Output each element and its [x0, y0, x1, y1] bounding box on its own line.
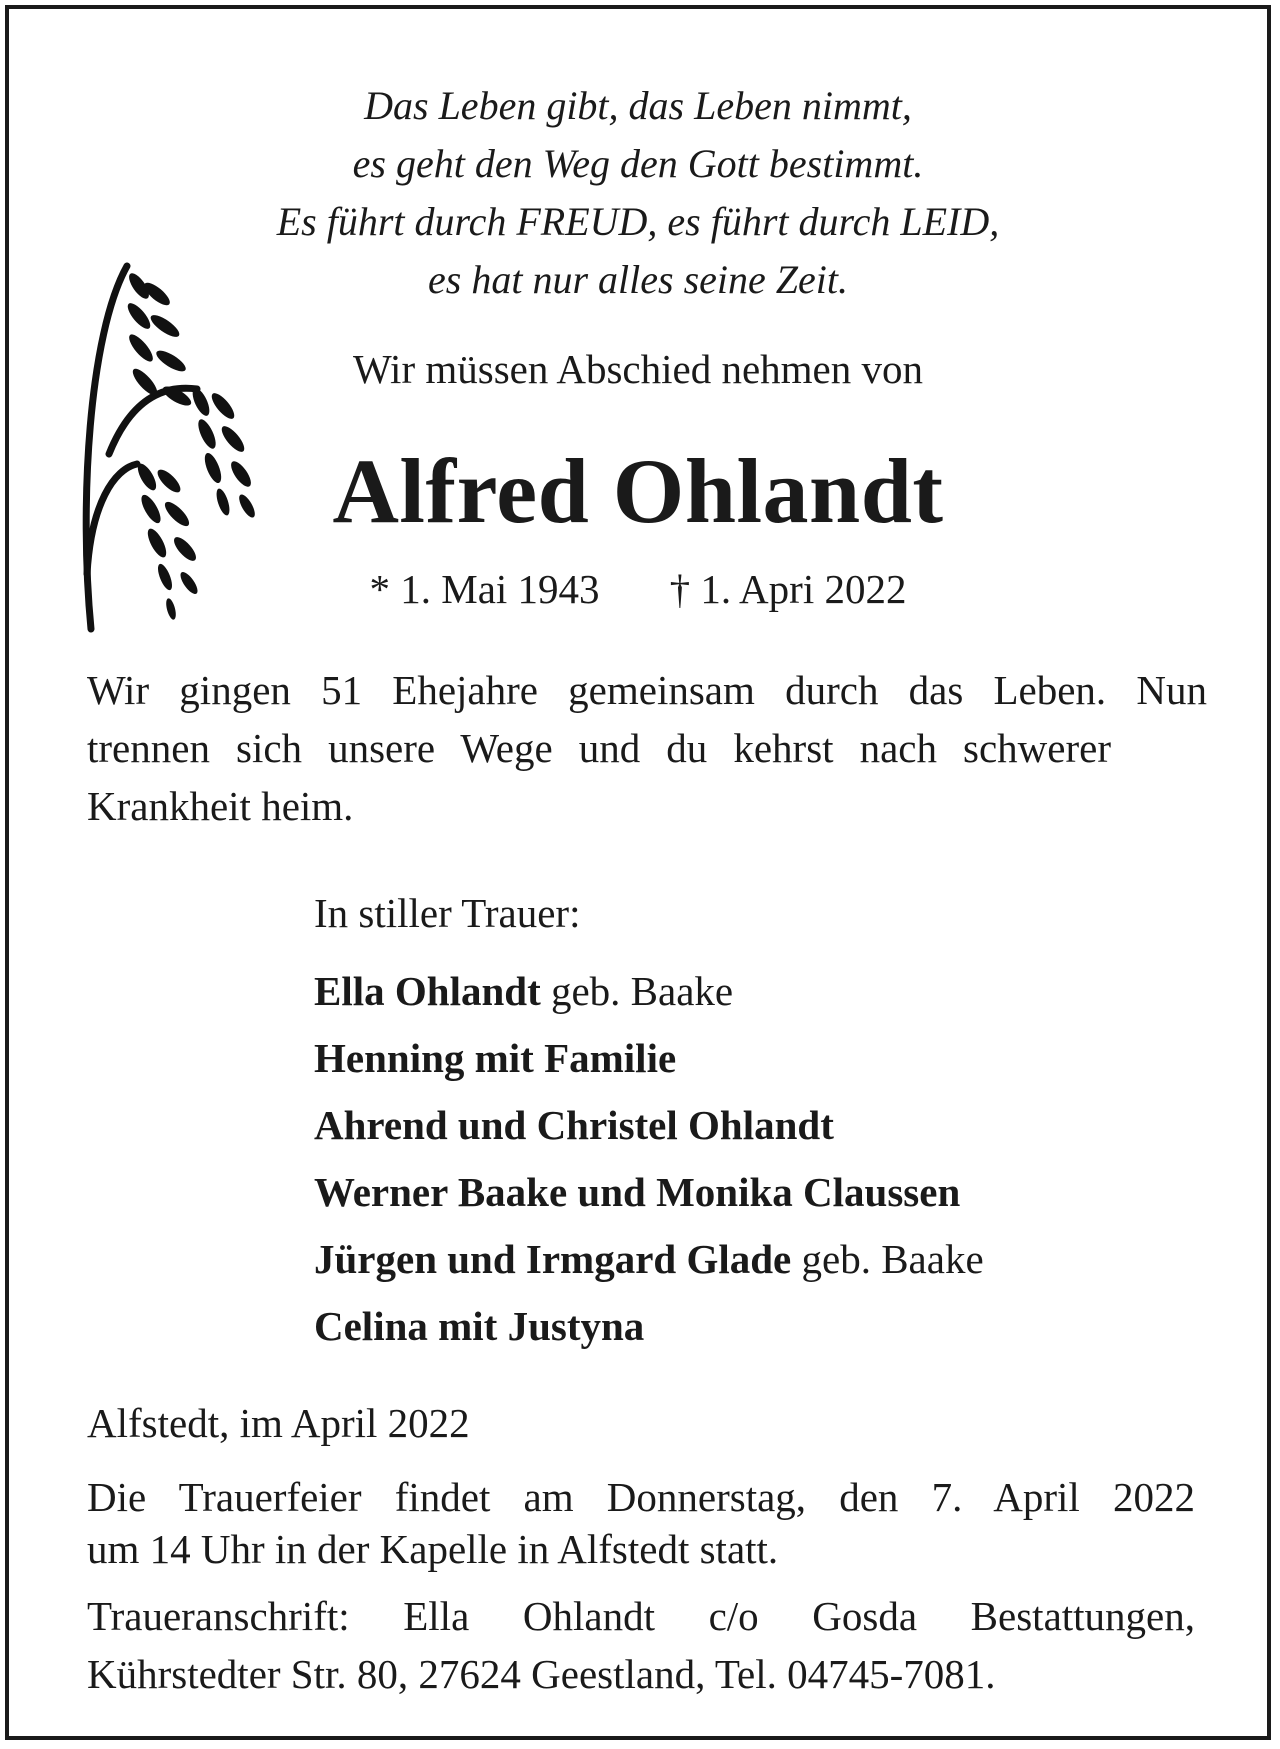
mourner-row — [314, 1235, 984, 1302]
poem-line: es hat nur alles seine Zeit. — [428, 257, 848, 302]
mourner-suffix: geb. Baake — [540, 968, 734, 1014]
deceased-name: Alfred Ohlandt — [332, 440, 944, 542]
mourner-name: Jürgen und Irmgard Glade — [314, 1236, 792, 1282]
place-date: Alfstedt, im April 2022 — [87, 1400, 470, 1446]
mourner-name: Ella Ohlandt — [314, 968, 541, 1014]
tribute-line: Krankheit heim. — [87, 783, 354, 829]
ceremony-line: Die Trauerfeier findet am Donnerstag, den 7. April 2022 — [87, 1474, 1195, 1520]
mourner-row — [314, 967, 984, 1034]
mourner-row — [314, 1302, 984, 1369]
poem-line: es geht den Weg den Gott bestimmt. — [352, 141, 924, 186]
birth-date: * 1. Mai 1943 — [369, 566, 600, 612]
tribute-text — [87, 661, 1207, 835]
tribute-line: trennen sich unsere Wege und du kehrst nach schwerer — [87, 725, 1111, 771]
mourners-label: In stiller Trauer: — [314, 890, 581, 936]
mourner-row — [314, 1101, 984, 1168]
mourner-row — [314, 1168, 984, 1235]
mourner-row — [314, 1034, 984, 1101]
poem-line: Das Leben gibt, das Leben nimmt, — [364, 83, 912, 128]
address-line: Traueranschrift: Ella Ohlandt c/o Gosda Bestattungen, — [87, 1593, 1195, 1639]
life-dates — [9, 565, 1267, 613]
mourner-name: Werner Baake und Monika Claussen — [314, 1169, 961, 1215]
intro-text: Wir müssen Abschied nehmen von — [353, 346, 923, 392]
mourners-list — [314, 889, 984, 1369]
ceremony-info — [87, 1471, 1195, 1575]
address-line: Kührstedter Str. 80, 27624 Geestland, Tel. 04745-7081. — [87, 1651, 996, 1697]
poem-line: Es führt durch FREUD, es führt durch LEID, — [276, 199, 1000, 244]
mourner-name: Henning mit Familie — [314, 1035, 677, 1081]
mourner-suffix: geb. Baake — [791, 1236, 984, 1282]
death-date: † 1. Apri 2022 — [669, 566, 907, 612]
obituary-notice — [5, 5, 1271, 1740]
mourning-address — [87, 1587, 1195, 1703]
ceremony-line: um 14 Uhr in der Kapelle in Alfstedt statt. — [87, 1526, 779, 1572]
tribute-line: Wir gingen 51 Ehejahre gemeinsam durch das Leben. Nun — [87, 667, 1207, 713]
mourner-name: Ahrend und Christel Ohlandt — [314, 1102, 834, 1148]
mourner-name: Celina mit Justyna — [314, 1303, 645, 1349]
